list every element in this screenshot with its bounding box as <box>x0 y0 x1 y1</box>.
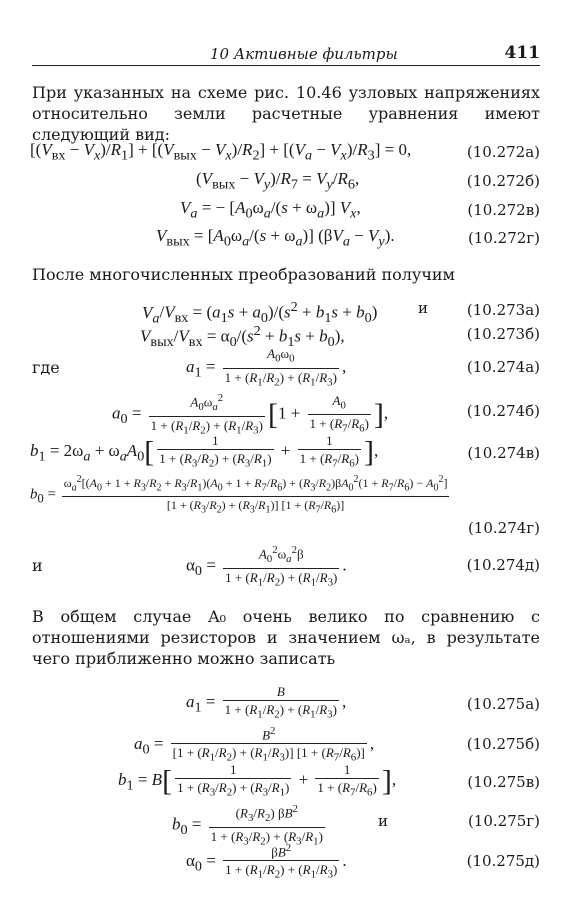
equation-number-274b: (10.274б) <box>466 402 540 420</box>
equation-272c: $V_a$ = − $[A_0\omega_a/(s + \omega_a)]$ $V_x$, <box>180 198 361 222</box>
equation-272a: $[(V_{вх} - V_x)/R_1] + [(V_{вых} - V_x)/R_2] + [(V_a - V_x)/R_3] = 0$, <box>30 140 412 164</box>
running-header <box>32 40 540 64</box>
equation-275b: $a_0$ = $\frac{B^2}{[1 + (R_1/R_2) + (R_1/R_3)] [1 + (R_7/R_6)]}$ , <box>134 725 375 764</box>
equation-274d: $b_0$ = $\omega_a^2[(A_0 + 1 + R_3/R_2 + R_3/R_1)(A_0 + 1 + R_7/R_6) + (R_3/R_2)\beta A_0^2(1 + R_7/R_6) - A_0^2]$ $[1 + (R_3/R_2) + (R_3/R_1)]$ $[1 + (R_7/R_6)]$ <box>30 474 448 516</box>
after-paragraph: После многочисленных преобразований получим <box>32 265 455 284</box>
equation-number-273a: (10.273а) <box>466 301 540 319</box>
equation-number-275d: (10.275г) <box>467 812 540 830</box>
page-number: 411 <box>504 43 540 63</box>
equation-number-274c: (10.274в) <box>467 444 540 462</box>
equation-274e: $\alpha_0$ = $\frac{A_0^2\omega_a^2\beta}{1 + (R_1/R_2) + (R_1/R_3)}$ . <box>186 544 347 589</box>
equation-number-272b: (10.272б) <box>466 172 540 190</box>
equation-number-272a: (10.272а) <box>466 143 540 161</box>
header-rule <box>32 65 540 66</box>
equation-number-275b: (10.275б) <box>466 735 540 753</box>
equation-272b: $(V_{вых} - V_y)/R_7 = V_y/R_6$, <box>196 169 360 193</box>
intro-paragraph: При указанных на схеме рис. 10.46 узловых напряжениях относительно земли расчетные уравнения имеют следующий вид: <box>32 83 540 144</box>
equation-274b: $a_0$ = $\frac{A_0\omega_a^2}{1 + (R_1/R_2) + (R_1/R_3)}$ [1 + $\frac{A_0}{1 + (R_7/R_6)}$ ], <box>112 392 389 437</box>
equation-273a: $V_a/V_{вх} = (a_1s + a_0)/(s^2 + b_1s + b_0)$ <box>142 299 378 327</box>
equation-number-275c: (10.275в) <box>467 773 540 791</box>
equation-273b: $V_{вых}/V_{вх} = \alpha_0/(s^2 + b_1s + b_0)$, <box>140 323 345 351</box>
word-and-273: и <box>418 299 428 317</box>
word-and-275: и <box>378 812 388 830</box>
equation-275e: $\alpha_0$ = $\frac{\beta B^2}{1 + (R_1/R_2) + (R_1/R_3)}$ . <box>186 842 347 881</box>
equation-number-275a: (10.275а) <box>466 695 540 713</box>
equation-number-273b: (10.273б) <box>466 325 540 343</box>
equation-275a: $a_1$ = $\frac{B}{1 + (R_1/R_2) + (R_1/R_3)}$ , <box>186 684 347 721</box>
word-where: где <box>32 358 60 377</box>
equation-number-274e: (10.274д) <box>466 556 540 574</box>
equation-272d: $V_{вых} = [A_0\omega_a/(s + \omega_a)] (\beta V_a - V_y)$. <box>156 226 395 250</box>
equation-number-272c: (10.272в) <box>467 201 540 219</box>
equation-number-275e: (10.275д) <box>466 852 540 870</box>
equation-number-274a: (10.274а) <box>466 358 540 376</box>
word-and-274: и <box>32 556 43 575</box>
equation-274a: $a_1$ = $\frac{A_0\omega_0}{1 + (R_1/R_2) + (R_1/R_3)}$ , <box>186 346 347 389</box>
equation-275d: $b_0$ = $\frac{(R_3/R_2) \beta B^2}{1 + (R_3/R_2) + (R_3/R_1)}$ <box>172 803 323 848</box>
equation-number-272d: (10.272г) <box>467 229 540 247</box>
equation-number-274d: (10.274г) <box>467 519 540 537</box>
equation-275c: $b_1 = B$[ $\frac{1}{1 + (R_3/R_2) + (R_3/R_1)}$ + $\frac{1}{1 + (R_7/R_6)}$ ], <box>118 762 397 799</box>
chapter-title: 10 Активные фильтры <box>210 45 398 63</box>
equation-274c: $b_1 = 2\omega_a + \omega_aA_0$[ $\frac{1}{1 + (R_3/R_2) + (R_3/R_1)}$ + $\frac{1}{1 + (R_7/R_6)}$ ], <box>30 433 379 470</box>
general-paragraph: В общем случае A₀ очень велико по сравнению с отношениями резисторов и значением ωₐ, в результате чего приближенно можно записать <box>32 607 540 668</box>
